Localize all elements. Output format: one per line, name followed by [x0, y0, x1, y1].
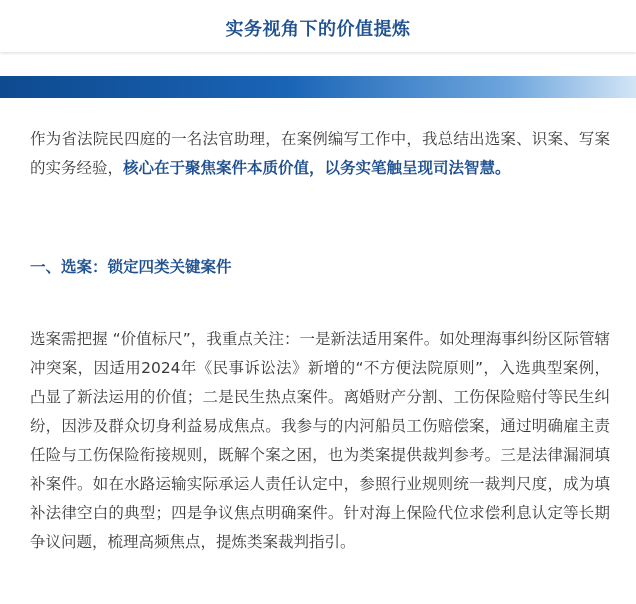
intro-text: 作为省法院民四庭的一名法官助理，在案例编写工作中，我总结出选案、识案、写案的实务经验，	[30, 130, 610, 177]
title-box	[0, 0, 636, 52]
intro-paragraph	[30, 125, 610, 183]
section-heading: 一、选案：锁定四类关键案件	[30, 258, 232, 276]
page-title: 实务视角下的价值提炼	[225, 19, 411, 40]
section-body-paragraph: 选案需把握 “价值标尺”，我重点关注：一是新法适用案件。如处理海事纠纷区际管辖冲突案，因适用2024年《民事诉讼法》新增的“不方便法院原则”，入选典型案例，凸显了新法运用的价值；二是民生热点案件。离婚财产分割、工伤保险赔付等民生纠纷，因涉及群众切身利益易成焦点。我参与的内河船员工伤赔偿案，通过明确雇主责任险与工伤保险衔接规则，既解个案之困，也为类案提供裁判参考。三是法律漏洞填补案件。如在水路运输实际承运人责任认定中，参照行业规则统一裁判尺度，成为填补法律空白的典型；四是争议焦点明确案件。针对海上保险代位求偿利息认定等长期争议问题，梳理高频焦点，提炼类案裁判指引。	[30, 330, 610, 551]
intro-highlight: 核心在于聚焦案件本质价值，以务实笔触呈现司法智慧。	[123, 159, 511, 177]
decorative-gradient-bar	[0, 76, 636, 98]
